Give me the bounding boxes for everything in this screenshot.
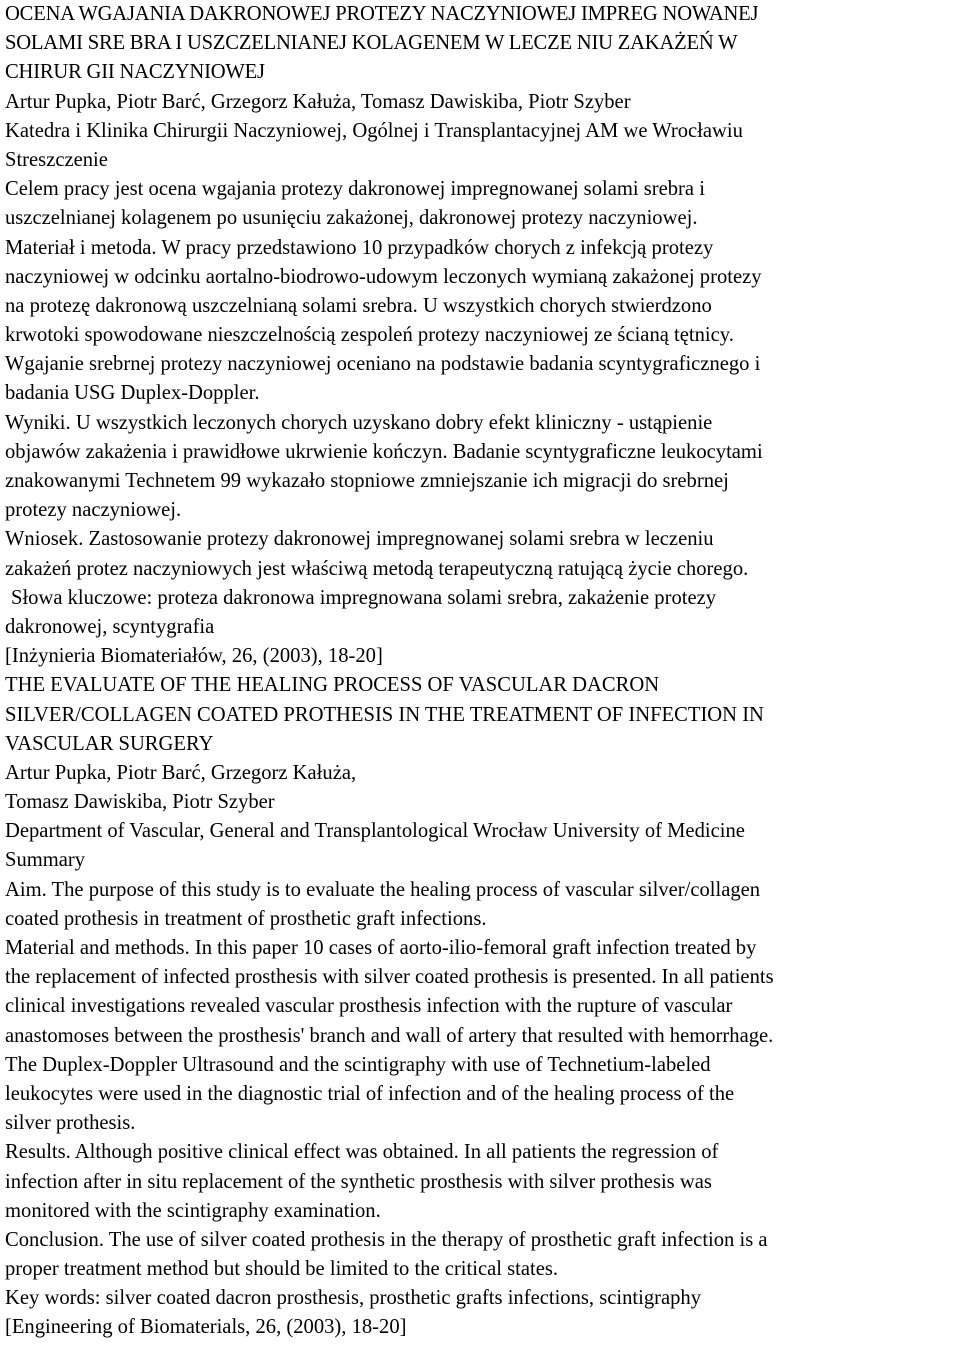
english-affiliation: Department of Vascular, General and Transplantological Wrocław University of Medicine (5, 820, 745, 843)
english-body-line: coated prothesis in treatment of prosthetic graft infections. (5, 907, 487, 930)
english-body-line: leukocytes were used in the diagnostic trial of infection and of the healing process of the (5, 1082, 735, 1105)
polish-title-line: CHIRUR GII NACZYNIOWEJ (5, 61, 265, 84)
polish-title-line: OCENA WGAJANIA DAKRONOWEJ PROTEZY NACZYNIOWEJ IMPREG NOWANEJ (5, 3, 759, 25)
polish-citation: [Inżynieria Biomateriałów, 26, (2003), 18-20] (5, 645, 383, 668)
polish-body-line: Wniosek. Zastosowanie protezy dakronowej impregnowanej solami srebra w leczeniu (5, 528, 714, 551)
polish-body-line: Wgajanie srebrnej protezy naczyniowej oceniano na podstawie badania scyntygraficznego i (5, 353, 761, 376)
polish-title-line: SOLAMI SRE BRA I USZCZELNIANEJ KOLAGENEM W LECZE NIU ZAKAŻEŃ W (5, 32, 738, 55)
english-title-line: SILVER/COLLAGEN COATED PROTHESIS IN THE TREATMENT OF INFECTION IN (5, 703, 764, 726)
english-authors (5, 759, 956, 817)
polish-body-line: naczyniowej w odcinku aortalno-biodrowo-udowym leczonych wymianą zakażonej protezy (5, 265, 762, 288)
english-title-line: VASCULAR SURGERY (5, 732, 214, 755)
polish-body-line: Wyniki. U wszystkich leczonych chorych uzyskano dobry efekt kliniczny - ustąpienie (5, 411, 713, 434)
english-abstract-body (5, 876, 956, 1285)
polish-summary-heading: Streszczenie (5, 148, 108, 171)
english-body-line: proper treatment method but should be limited to the critical states. (5, 1258, 559, 1281)
polish-body-line: Materiał i metoda. W pracy przedstawiono 10 przypadków chorych z infekcją protezy (5, 236, 714, 259)
polish-title (5, 0, 956, 88)
polish-body-line: objawów zakażenia i prawidłowe ukrwienie kończyn. Badanie scyntygraficzne leukocytami (5, 440, 763, 463)
polish-keywords (5, 584, 956, 642)
english-body-line: silver prothesis. (5, 1112, 136, 1135)
polish-body-line: uszczelnianej kolagenem po usunięciu zakażonej, dakronowej protezy naczyniowej. (5, 207, 698, 230)
english-body-line: anastomoses between the prosthesis' branch and wall of artery that resulted with hemorrhage. (5, 1024, 774, 1047)
polish-keywords-line: dakronowej, scyntygrafia (5, 615, 215, 638)
english-body-line: Aim. The purpose of this study is to evaluate the healing process of vascular silver/collagen (5, 878, 761, 901)
english-section (5, 671, 956, 1342)
polish-body-line: zakażeń protez naczyniowych jest właściwą metodą terapeutyczną ratującą życie chorego. (5, 557, 749, 580)
english-title (5, 671, 956, 759)
polish-authors: Artur Pupka, Piotr Barć, Grzegorz Kałuża, Tomasz Dawiskiba, Piotr Szyber (5, 90, 631, 113)
english-citation: [Engineering of Biomaterials, 26, (2003), 18-20] (5, 1316, 407, 1339)
english-body-line: The Duplex-Doppler Ultrasound and the scintigraphy with use of Technetium-labeled (5, 1053, 711, 1076)
english-body-line: Results. Although positive clinical effect was obtained. In all patients the regression of (5, 1141, 719, 1164)
english-body-line: clinical investigations revealed vascular prosthesis infection with the rupture of vascular (5, 995, 733, 1018)
polish-body-line: krwotoki spowodowane nieszczelnością zespoleń protezy naczyniowej ze ścianą tętnicy. (5, 324, 734, 347)
polish-body-line: znakowanymi Technetem 99 wykazało stopniowe zmniejszanie ich migracji do srebrnej (5, 470, 729, 492)
polish-affiliation: Katedra i Klinika Chirurgii Naczyniowej, Ogólnej i Transplantacyjnej AM we Wrocławiu (5, 119, 743, 142)
english-summary-heading: Summary (5, 849, 86, 872)
english-author-line: Tomasz Dawiskiba, Piotr Szyber (5, 791, 275, 814)
polish-body-line: protezy naczyniowej. (5, 499, 182, 522)
english-body-line: Conclusion. The use of silver coated prothesis in the therapy of prosthetic graft infection is a (5, 1228, 768, 1251)
polish-abstract-body (5, 175, 956, 584)
english-title-line: THE EVALUATE OF THE HEALING PROCESS OF VASCULAR DACRON (5, 674, 660, 697)
polish-body-line: badania USG Duplex-Doppler. (5, 382, 260, 405)
english-keywords: Key words: silver coated dacron prosthesis, prosthetic grafts infections, scintigraphy (5, 1287, 702, 1310)
english-body-line: monitored with the scintigraphy examination. (5, 1199, 381, 1222)
polish-body-line: Celem pracy jest ocena wgajania protezy dakronowej impregnowanej solami srebra i (5, 178, 705, 201)
english-body-line: the replacement of infected prosthesis with silver coated prothesis is presented. In all patients (5, 966, 774, 989)
polish-keywords-line: Słowa kluczowe: proteza dakronowa impregnowana solami srebra, zakażenie protezy (11, 586, 717, 609)
english-body-line: Material and methods. In this paper 10 cases of aorto-ilio-femoral graft infection treated by (5, 937, 757, 959)
polish-body-line: na protezę dakronową uszczelnianą solami srebra. U wszystkich chorych stwierdzono (5, 294, 712, 317)
polish-section (5, 0, 956, 671)
english-author-line: Artur Pupka, Piotr Barć, Grzegorz Kałuża, (5, 761, 357, 784)
english-body-line: infection after in situ replacement of the synthetic prosthesis with silver prothesis was (5, 1170, 712, 1193)
